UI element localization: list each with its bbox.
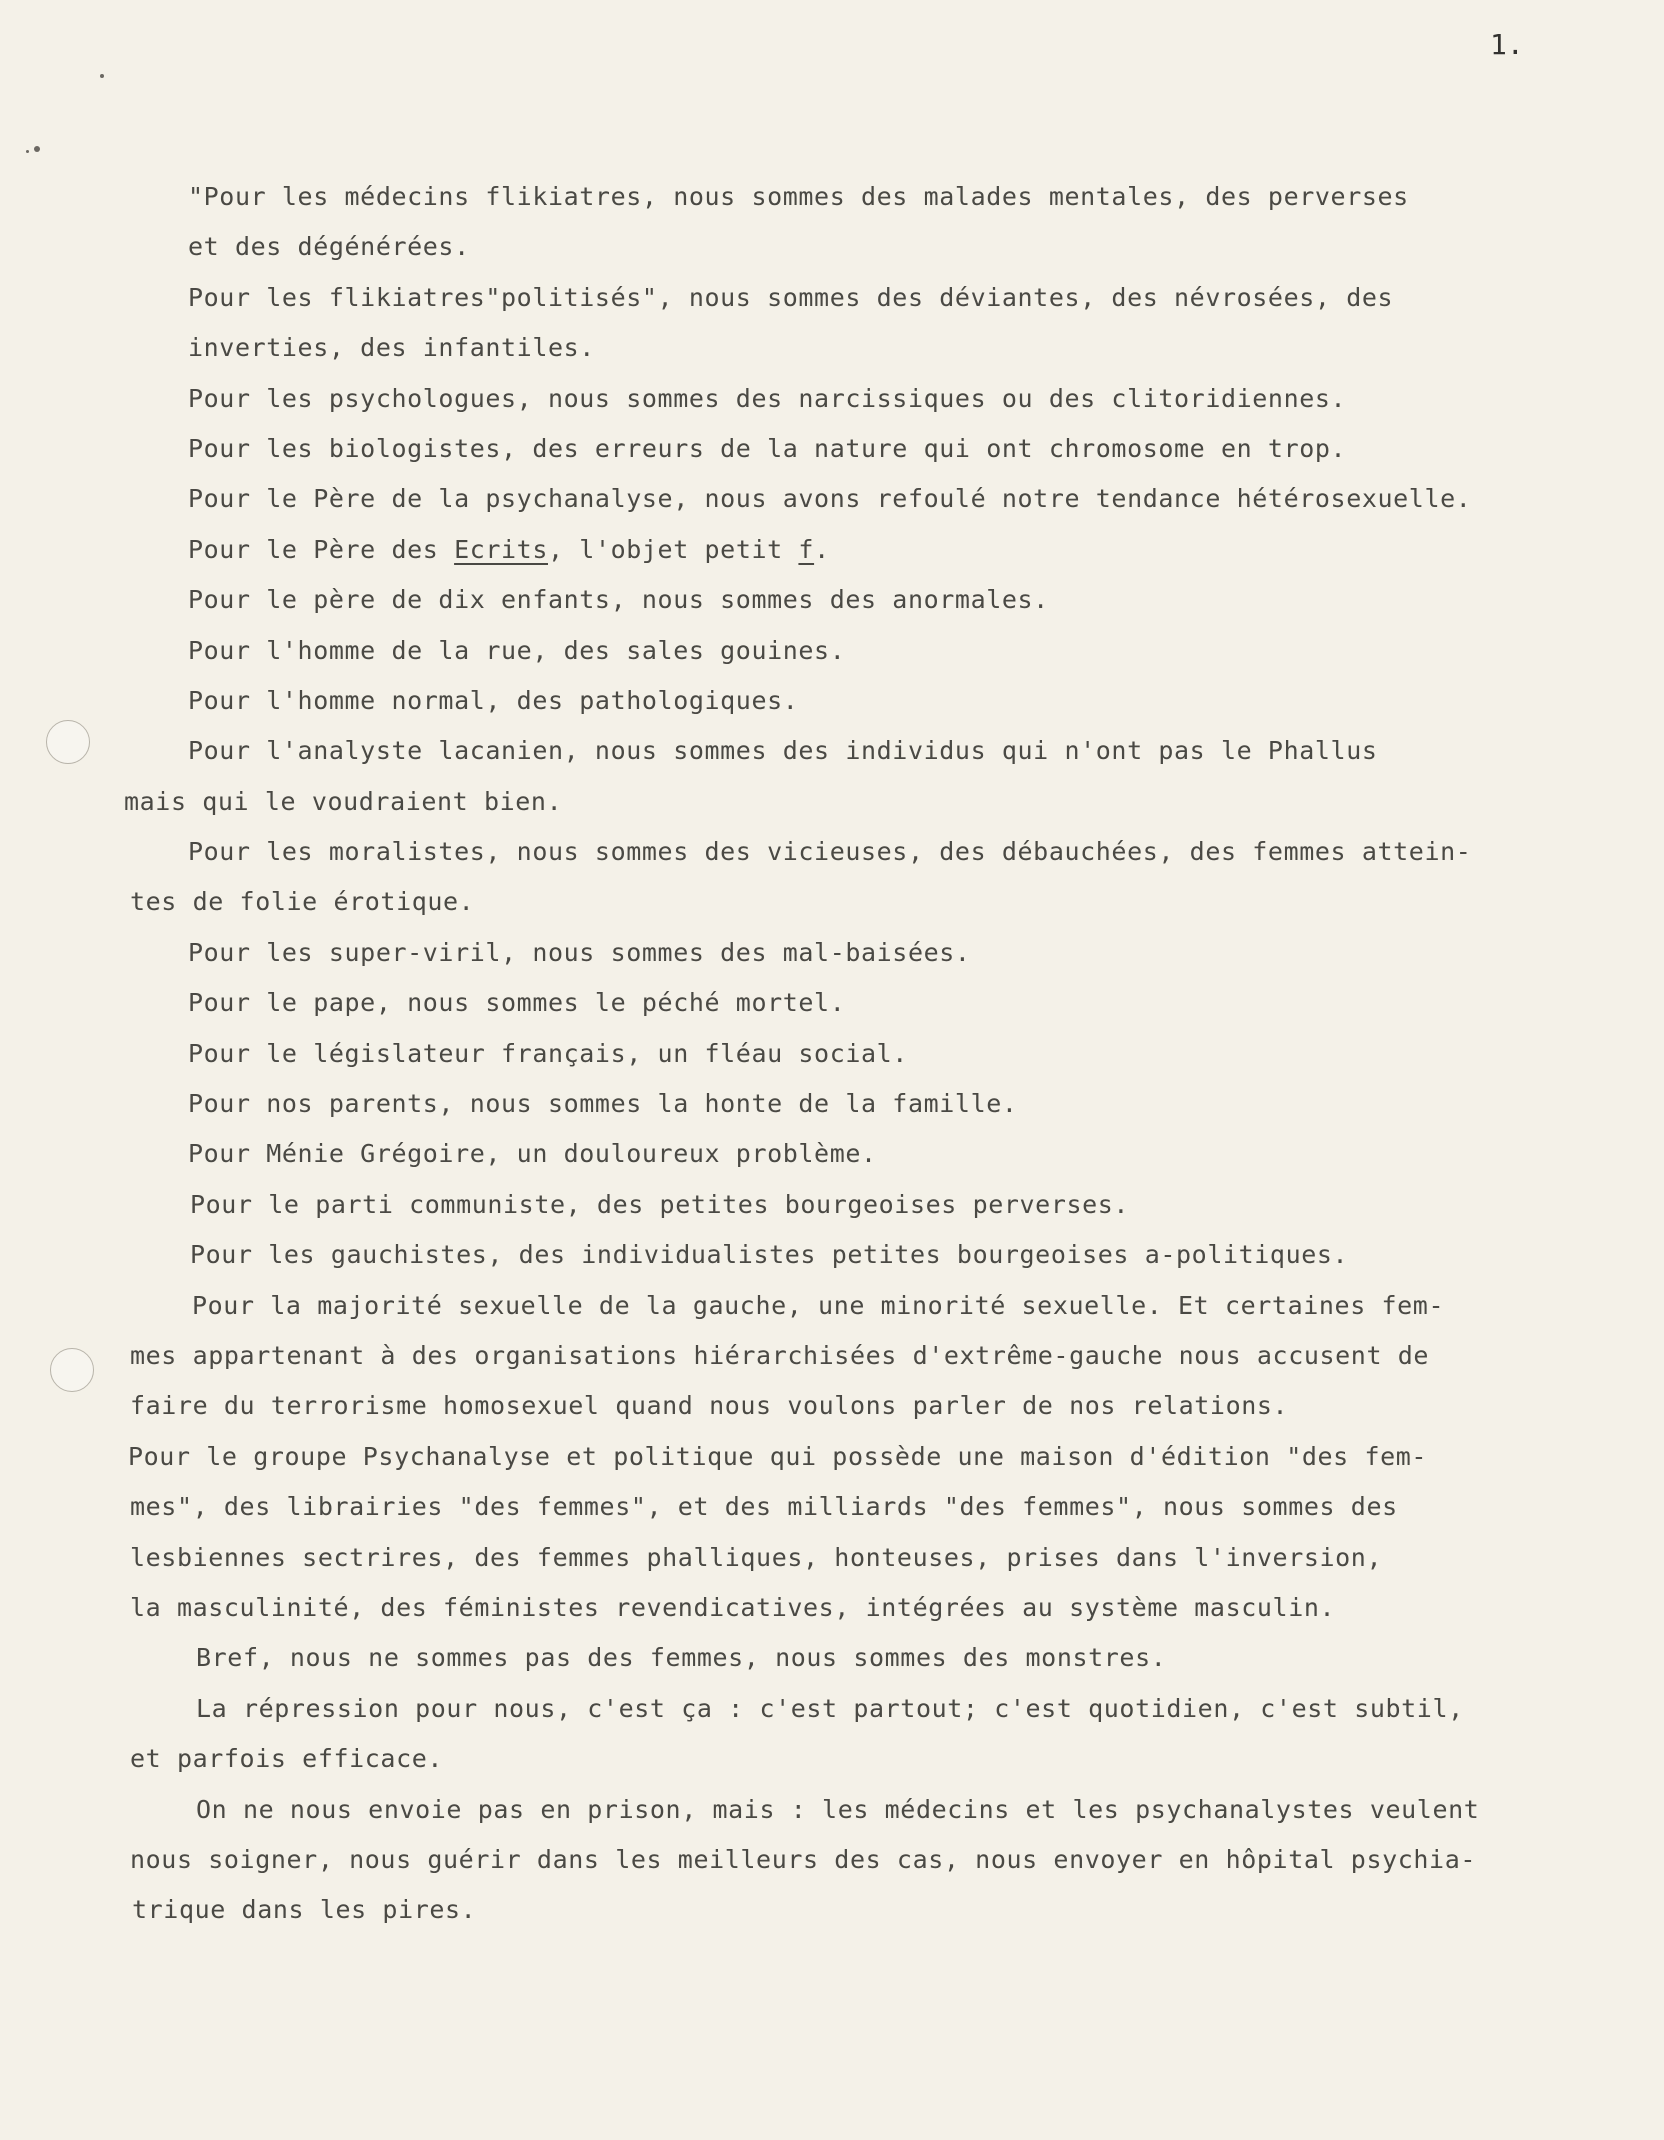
line-text: mais qui le voudraient bien. xyxy=(124,786,563,816)
line-text: . xyxy=(814,534,830,564)
line-text: trique dans les pires. xyxy=(132,1895,477,1925)
text-line xyxy=(0,1533,1664,1583)
text-line xyxy=(0,1381,1664,1431)
text-line xyxy=(0,1835,1664,1885)
text-line xyxy=(0,222,1664,272)
ink-speck xyxy=(34,146,40,152)
text-line xyxy=(0,626,1664,676)
line-text: On ne nous envoie pas en prison, mais : les médecins et les psychanalystes veulent xyxy=(196,1794,1480,1824)
text-line xyxy=(0,827,1664,877)
text-line xyxy=(0,1432,1664,1482)
text-line xyxy=(0,1180,1664,1230)
line-text: mes appartenant à des organisations hiérarchisées d'extrême-gauche nous accusent de xyxy=(130,1340,1430,1370)
underlined-text: Ecrits xyxy=(454,534,548,564)
line-text: , l'objet petit xyxy=(548,534,799,564)
line-text: Pour Ménie Grégoire, un douloureux problème. xyxy=(188,1139,877,1169)
text-line xyxy=(0,525,1664,575)
text-line xyxy=(0,1079,1664,1129)
line-text: Pour le Père des xyxy=(188,534,455,564)
text-line xyxy=(0,1029,1664,1079)
line-text: La répression pour nous, c'est ça : c'est partout; c'est quotidien, c'est subtil, xyxy=(196,1693,1464,1723)
text-line xyxy=(0,1230,1664,1280)
line-text: nous soigner, nous guérir dans les meilleurs des cas, nous envoyer en hôpital psychia- xyxy=(130,1844,1477,1874)
line-text: Pour l'homme normal, des pathologiques. xyxy=(188,685,799,715)
line-text: Pour l'analyste lacanien, nous sommes des individus qui n'ont pas le Phallus xyxy=(188,736,1378,766)
line-text: et des dégénérées. xyxy=(188,232,470,262)
line-text: mes", des librairies "des femmes", et des milliards "des femmes", nous sommes des xyxy=(130,1492,1398,1522)
line-text: Pour les psychologues, nous sommes des narcissiques ou des clitoridiennes. xyxy=(188,383,1347,413)
line-text: "Pour les médecins flikiatres, nous sommes des malades mentales, des perverses xyxy=(188,182,1409,211)
line-text: tes de folie érotique. xyxy=(130,887,475,917)
line-text: Pour l'homme de la rue, des sales gouines. xyxy=(188,635,846,665)
line-text: et parfois efficace. xyxy=(130,1744,444,1774)
line-text: inverties, des infantiles. xyxy=(188,333,595,363)
text-line xyxy=(0,777,1664,827)
line-text: lesbiennes sectrires, des femmes phalliques, honteuses, prises dans l'inversion, xyxy=(130,1542,1383,1572)
text-line xyxy=(0,1281,1664,1331)
text-line xyxy=(0,273,1664,323)
page-number: 1. xyxy=(1490,28,1524,61)
text-line xyxy=(0,928,1664,978)
text-line xyxy=(0,877,1664,927)
line-text: Pour les moralistes, nous sommes des vicieuses, des débauchées, des femmes attein- xyxy=(188,837,1472,867)
text-line xyxy=(0,1129,1664,1179)
line-text: Pour le parti communiste, des petites bourgeoises perverses. xyxy=(190,1189,1130,1219)
text-line xyxy=(0,1785,1664,1835)
line-text: Bref, nous ne sommes pas des femmes, nous sommes des monstres. xyxy=(196,1643,1167,1673)
text-line xyxy=(0,978,1664,1028)
line-text: Pour nos parents, nous sommes la honte de la famille. xyxy=(188,1089,1018,1119)
text-line xyxy=(0,474,1664,524)
text-line xyxy=(0,676,1664,726)
text-line xyxy=(0,1734,1664,1784)
text-line xyxy=(0,1482,1664,1532)
line-text: faire du terrorisme homosexuel quand nous voulons parler de nos relations. xyxy=(130,1391,1289,1421)
text-line xyxy=(0,172,1664,222)
line-text: Pour le Père de la psychanalyse, nous avons refoulé notre tendance hétérosexuelle. xyxy=(188,484,1472,514)
line-text: Pour le législateur français, un fléau social. xyxy=(188,1038,908,1068)
ink-speck xyxy=(100,74,104,78)
text-line xyxy=(0,424,1664,474)
underlined-text: f xyxy=(798,534,815,564)
line-text: Pour les super-viril, nous sommes des mal-baisées. xyxy=(188,937,971,967)
line-text: Pour les flikiatres"politisés", nous sommes des déviantes, des névrosées, des xyxy=(188,282,1394,312)
line-text: Pour le groupe Psychanalyse et politique qui possède une maison d'édition "des fem- xyxy=(128,1441,1428,1471)
text-line xyxy=(0,1583,1664,1633)
text-line xyxy=(0,1885,1664,1935)
text-line xyxy=(0,374,1664,424)
line-text: la masculinité, des féministes revendicatives, intégrées au système masculin. xyxy=(130,1592,1336,1622)
text-line xyxy=(0,1633,1664,1683)
text-line xyxy=(0,575,1664,625)
document-body xyxy=(0,172,1664,1936)
text-line xyxy=(0,1331,1664,1381)
line-text: Pour le pape, nous sommes le péché mortel. xyxy=(188,988,846,1018)
ink-speck xyxy=(26,150,29,153)
text-line xyxy=(0,1684,1664,1734)
line-text: Pour les gauchistes, des individualistes petites bourgeoises a-politiques. xyxy=(190,1240,1349,1270)
line-text: Pour les biologistes, des erreurs de la nature qui ont chromosome en trop. xyxy=(188,433,1347,463)
line-text: Pour la majorité sexuelle de la gauche, une minorité sexuelle. Et certaines fem- xyxy=(192,1290,1445,1320)
text-line xyxy=(0,726,1664,776)
text-line xyxy=(0,323,1664,373)
line-text: Pour le père de dix enfants, nous sommes des anormales. xyxy=(188,585,1049,615)
